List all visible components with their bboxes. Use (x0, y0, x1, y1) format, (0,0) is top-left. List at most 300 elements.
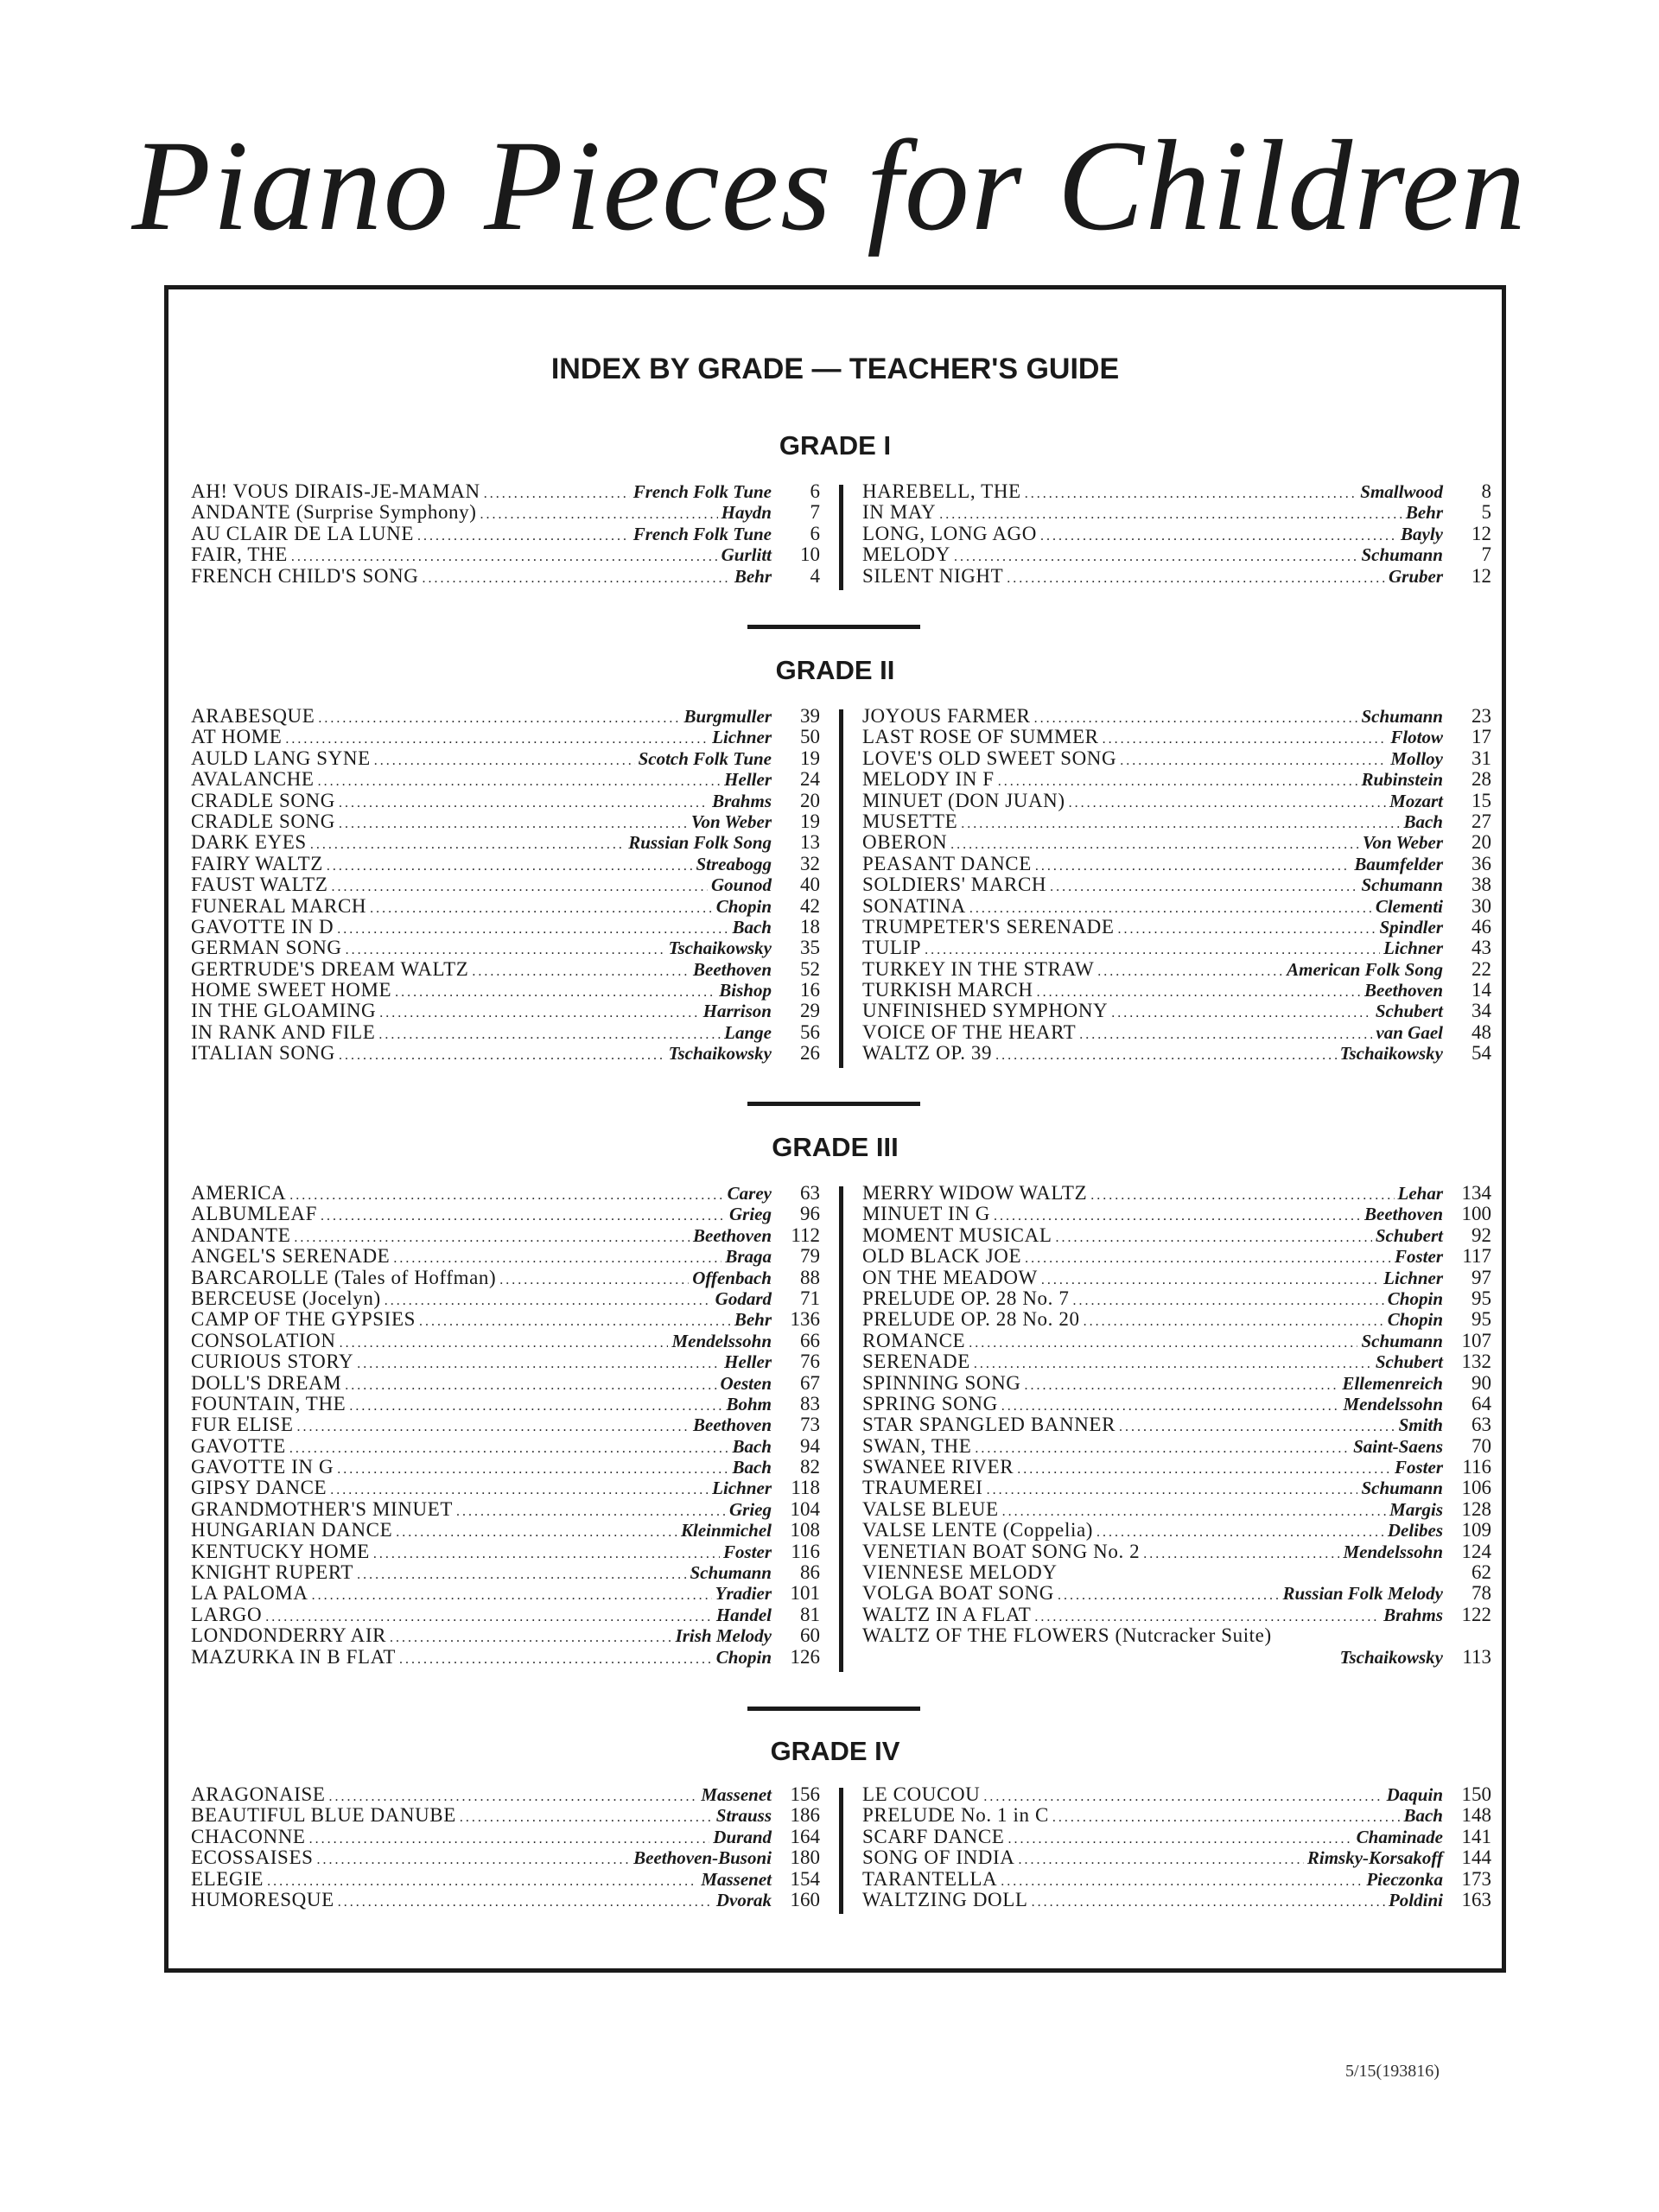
dot-leader (327, 856, 693, 877)
entry-page: 50 (800, 726, 820, 748)
entry-page: 90 (1471, 1371, 1491, 1394)
dot-leader (318, 709, 680, 729)
entry-page: 128 (1461, 1497, 1491, 1520)
entry-composer: Bach (732, 1457, 772, 1478)
entry-page: 63 (1471, 1414, 1491, 1436)
entry-composer: Behr (734, 1309, 772, 1331)
dot-leader (1069, 793, 1386, 814)
entry-page: 150 (1461, 1783, 1491, 1805)
entry-composer: Bach (1403, 810, 1443, 832)
entry-title: HOME SWEET HOME (191, 979, 392, 1001)
index-entry (191, 1309, 820, 1330)
index-entry (191, 1869, 820, 1890)
entry-title: MERRY WIDOW WALTZ (862, 1182, 1088, 1204)
dot-leader (460, 1808, 713, 1828)
entry-title: FAUST WALTZ (191, 874, 328, 896)
entry-title: MAZURKA IN B FLAT (191, 1645, 397, 1668)
entry-title: WALTZ OP. 39 (862, 1042, 993, 1065)
entry-title: AH! VOUS DIRAIS-JE-MAMAN (191, 480, 480, 502)
entry-title: CAMP OF THE GYPSIES (191, 1308, 416, 1331)
entry-title: SONATINA (862, 894, 966, 917)
index-heading: INDEX BY GRADE — TEACHER'S GUIDE (550, 353, 1120, 385)
entry-title: LONDONDERRY AIR (191, 1624, 387, 1647)
entry-title: MOMENT MUSICAL (862, 1224, 1052, 1246)
entry-composer: Grieg (729, 1498, 772, 1520)
index-entry (191, 706, 820, 727)
entry-title: GAVOTTE (191, 1434, 286, 1457)
grade-2-left-column (191, 706, 820, 1065)
entry-title: MUSETTE (862, 810, 958, 832)
index-entry (191, 1520, 820, 1541)
entry-composer: Von Weber (690, 810, 772, 832)
index-entry (191, 1457, 820, 1478)
entry-title: BARCAROLLE (Tales of Hoffman) (191, 1266, 497, 1288)
entry-page: 29 (800, 1000, 820, 1022)
index-entry (191, 1331, 820, 1351)
entry-page: 116 (1462, 1456, 1491, 1478)
entry-composer: Beethoven (1364, 980, 1443, 1001)
entry-title: GERTRUDE'S DREAM WALTZ (191, 957, 469, 980)
index-entry (191, 1268, 820, 1288)
entry-page: 6 (810, 522, 820, 544)
entry-composer: Beethoven (1364, 1204, 1443, 1225)
entry-page: 31 (1471, 747, 1491, 769)
index-entry (191, 1246, 820, 1267)
entry-page: 122 (1461, 1603, 1491, 1625)
index-entry (191, 1805, 820, 1826)
index-entry (191, 1478, 820, 1498)
dot-leader (331, 877, 707, 898)
entry-title: FRENCH CHILD'S SONG (191, 564, 419, 587)
entry-composer: Ellemenreich (1342, 1372, 1443, 1394)
index-entry (191, 524, 820, 544)
grade-3-left-column (191, 1183, 820, 1668)
index-entry (862, 1847, 1491, 1868)
dot-leader (312, 1586, 712, 1606)
entry-title: AU CLAIR DE LA LUNE (191, 522, 414, 544)
entry-composer: Schubert (1375, 1351, 1443, 1373)
index-entry (191, 481, 820, 502)
entry-page: 94 (800, 1434, 820, 1457)
entry-composer: Mozart (1389, 790, 1443, 811)
entry-composer: Heller (724, 769, 772, 791)
index-entry (191, 769, 820, 790)
entry-title: VOLGA BOAT SONG (862, 1582, 1054, 1605)
entry-title: ITALIAN SONG (191, 1042, 335, 1065)
entry-composer: Massenet (701, 1784, 772, 1805)
entry-composer: Beethoven (693, 1414, 772, 1436)
entry-page: 6 (810, 480, 820, 502)
dot-leader (1025, 484, 1357, 505)
index-entry (862, 1562, 1491, 1583)
entry-page: 12 (1471, 522, 1491, 544)
entry-title: PRELUDE OP. 28 No. 7 (862, 1287, 1070, 1309)
entry-composer: Bach (732, 916, 772, 938)
entry-composer: Irish Melody (675, 1625, 772, 1647)
section-rule (747, 1102, 920, 1106)
index-entry (191, 896, 820, 917)
entry-page: 97 (1471, 1266, 1491, 1288)
entry-composer: van Gael (1376, 1021, 1443, 1043)
entry-page: 43 (1471, 937, 1491, 959)
entry-composer: Behr (734, 565, 772, 587)
entry-page: 27 (1471, 810, 1491, 832)
index-entry (191, 1890, 820, 1910)
index-entry (862, 874, 1491, 895)
entry-title: DARK EYES (191, 831, 307, 854)
entry-title: LA PALOMA (191, 1582, 308, 1605)
entry-composer: Bohm (726, 1393, 772, 1414)
entry-composer: Lange (724, 1021, 772, 1043)
entry-title: AT HOME (191, 726, 283, 748)
entry-page: 95 (1471, 1308, 1491, 1331)
entry-page: 112 (791, 1224, 820, 1246)
grade-4-left-column (191, 1784, 820, 1910)
entry-composer: Daquin (1386, 1784, 1443, 1805)
entry-title: VIENNESE MELODY (862, 1561, 1058, 1584)
index-entry (862, 1394, 1491, 1414)
index-entry (191, 791, 820, 811)
dot-leader (1120, 751, 1387, 772)
index-entry (862, 1457, 1491, 1478)
entry-title: GAVOTTE IN D (191, 915, 334, 938)
entry-title: ALBUMLEAF (191, 1203, 317, 1225)
entry-composer: Baumfelder (1354, 853, 1443, 874)
entry-composer: Lichner (712, 727, 772, 748)
entry-composer: Godard (715, 1287, 772, 1309)
index-entry (862, 1001, 1491, 1021)
entry-composer: Lichner (1383, 1267, 1443, 1288)
index-entry (862, 1309, 1491, 1330)
index-entry (191, 1414, 820, 1435)
index-entry (862, 1351, 1491, 1372)
entry-page: 36 (1471, 852, 1491, 874)
entry-page: 92 (1471, 1224, 1491, 1246)
entry-composer: Schubert (1375, 1224, 1443, 1246)
entry-composer: Von Weber (1362, 832, 1443, 854)
entry-page: 26 (800, 1042, 820, 1065)
entry-title: AULD LANG SYNE (191, 747, 371, 769)
entry-composer: Tschaikowsky (1339, 1043, 1443, 1065)
entry-page: 132 (1461, 1351, 1491, 1373)
dot-leader (289, 1185, 723, 1206)
entry-composer: Bishop (719, 980, 772, 1001)
dot-leader (349, 1396, 722, 1417)
entry-title: LAST ROSE OF SUMMER (862, 726, 1099, 748)
index-entry (862, 1246, 1491, 1267)
dot-leader (289, 1439, 729, 1459)
dot-leader (975, 1439, 1350, 1459)
entry-composer: Smith (1398, 1414, 1443, 1436)
index-entry (191, 1827, 820, 1847)
index-entry (862, 1331, 1491, 1351)
index-entry (191, 874, 820, 895)
index-entry (862, 1288, 1491, 1309)
entry-title: CHACONNE (191, 1825, 306, 1847)
entry-title: ANGEL'S SERENADE (191, 1245, 391, 1268)
entry-page: 154 (790, 1867, 820, 1890)
entry-title: ARAGONAISE (191, 1783, 326, 1805)
entry-title: FUR ELISE (191, 1414, 294, 1436)
index-entry (191, 1625, 820, 1646)
entry-page: 148 (1461, 1804, 1491, 1827)
dot-leader (1001, 1872, 1363, 1892)
entry-page: 35 (800, 937, 820, 959)
index-entry (862, 524, 1491, 544)
dot-leader (987, 1480, 1358, 1501)
entry-composer: Chopin (715, 1646, 772, 1668)
dot-leader (321, 1206, 726, 1227)
entry-title: SPRING SONG (862, 1392, 998, 1414)
entry-title: ROMANCE (862, 1329, 966, 1351)
entry-title: TRUMPETER'S SERENADE (862, 915, 1115, 938)
entry-title: FOUNTAIN, THE (191, 1392, 346, 1414)
entry-title: VENETIAN BOAT SONG No. 2 (862, 1540, 1141, 1562)
index-entry (191, 727, 820, 747)
index-entry (862, 1827, 1491, 1847)
dot-leader (1079, 1025, 1372, 1046)
entry-page: 160 (790, 1888, 820, 1910)
entry-page: 116 (791, 1540, 820, 1562)
entry-title: ECOSSAISES (191, 1847, 314, 1869)
dot-leader (357, 1565, 686, 1586)
entry-page: 117 (1462, 1245, 1491, 1268)
index-entry (862, 1436, 1491, 1457)
dot-leader (385, 1291, 712, 1312)
entry-title: SPINNING SONG (862, 1371, 1021, 1394)
entry-title: GERMAN SONG (191, 937, 342, 959)
index-entry (862, 1022, 1491, 1043)
index-entry (191, 854, 820, 874)
index-box (164, 285, 1506, 1973)
entry-page: 144 (1461, 1847, 1491, 1869)
section-rule (747, 1707, 920, 1711)
entry-page: 82 (800, 1456, 820, 1478)
index-entry (191, 1394, 820, 1414)
column-divider (839, 1788, 843, 1914)
entry-title: IN THE GLOAMING (191, 1000, 377, 1022)
index-entry (191, 566, 820, 587)
index-entry (191, 1225, 820, 1246)
dot-leader (1017, 1459, 1391, 1480)
entry-page: 88 (800, 1266, 820, 1288)
dot-leader (1143, 1544, 1339, 1565)
dot-leader (1018, 1850, 1303, 1871)
index-entry (191, 811, 820, 832)
entry-page: 28 (1471, 768, 1491, 791)
entry-composer: Rimsky-Korsakoff (1306, 1847, 1443, 1869)
entry-page: 81 (800, 1603, 820, 1625)
index-entry (191, 1499, 820, 1520)
index-entry (862, 959, 1491, 980)
dot-leader (379, 1003, 699, 1024)
index-entry (862, 1605, 1491, 1625)
index-entry (191, 544, 820, 565)
index-entry (191, 1583, 820, 1604)
entry-title: KENTUCKY HOME (191, 1540, 370, 1562)
index-entry (862, 791, 1491, 811)
entry-composer: Foster (1394, 1246, 1443, 1268)
index-entry (191, 748, 820, 769)
dot-leader (338, 1892, 713, 1913)
section-rule (747, 625, 920, 629)
entry-page: 63 (800, 1182, 820, 1204)
dot-leader (297, 1417, 690, 1438)
entry-title: ON THE MEADOW (862, 1266, 1038, 1288)
index-entry (191, 1647, 820, 1668)
entry-page: 78 (1471, 1582, 1491, 1605)
dot-leader (390, 1628, 672, 1649)
entry-composer: Beethoven (693, 958, 772, 980)
entry-page: 118 (791, 1477, 820, 1499)
index-entry (191, 1351, 820, 1372)
entry-title: HAREBELL, THE (862, 480, 1021, 502)
entry-title: TARANTELLA (862, 1867, 998, 1890)
entry-composer: Schubert (1375, 1001, 1443, 1022)
dot-leader (1058, 1586, 1279, 1606)
entry-composer: Harrison (702, 1001, 772, 1022)
dot-leader (318, 772, 721, 792)
entry-title: CRADLE SONG (191, 810, 335, 832)
entry-title: AMERICA (191, 1182, 287, 1204)
entry-composer: Bayly (1401, 523, 1443, 544)
entry-composer: Bach (1403, 1805, 1443, 1827)
entry-page: 7 (1481, 543, 1491, 566)
entry-page: 163 (1461, 1888, 1491, 1910)
entry-page: 15 (1471, 789, 1491, 811)
entry-composer: Beethoven (693, 1224, 772, 1246)
entry-page: 101 (790, 1582, 820, 1605)
entry-composer: Schumann (1361, 1478, 1443, 1499)
entry-page: 113 (1462, 1645, 1491, 1668)
entry-page: 126 (790, 1645, 820, 1668)
entry-page: 71 (800, 1287, 820, 1309)
column-divider (839, 709, 843, 1068)
page-title: Piano Pieces for Children (131, 114, 1528, 257)
dot-leader (472, 962, 690, 982)
dot-leader (339, 793, 709, 814)
entry-title: CRADLE SONG (191, 789, 335, 811)
entry-title: DOLL'S DREAM (191, 1371, 342, 1394)
entry-title: VALSE BLEUE (862, 1497, 999, 1520)
entry-title: SILENT NIGHT (862, 564, 1004, 587)
index-entry (862, 1890, 1491, 1910)
entry-title: GAVOTTE IN G (191, 1456, 334, 1478)
index-entry (862, 706, 1491, 727)
entry-title: IN RANK AND FILE (191, 1020, 376, 1043)
entry-composer: Brahms (712, 790, 772, 811)
entry-title: OBERON (862, 831, 948, 854)
entry-title: AVALANCHE (191, 768, 315, 791)
entry-composer: Chopin (1387, 1309, 1443, 1331)
entry-page: 83 (800, 1392, 820, 1414)
index-entry (191, 938, 820, 958)
index-entry (191, 1204, 820, 1224)
dot-leader (399, 1649, 713, 1670)
entry-page: 56 (800, 1020, 820, 1043)
entry-page: 106 (1461, 1477, 1491, 1499)
entry-title: SWAN, THE (862, 1434, 972, 1457)
grade-1-left-column (191, 481, 820, 587)
entry-page: 64 (1471, 1392, 1491, 1414)
entry-composer: Offenbach (692, 1267, 772, 1288)
index-entry (191, 1288, 820, 1309)
entry-composer: Chaminade (1356, 1826, 1443, 1847)
entry-page: 156 (790, 1783, 820, 1805)
entry-composer: Streabogg (696, 853, 772, 874)
entry-title: JOYOUS FARMER (862, 705, 1031, 727)
entry-composer: Schumann (1361, 544, 1443, 566)
entry-composer: Russian Folk Song (628, 832, 772, 854)
entry-title: TRAUMEREI (862, 1477, 983, 1499)
entry-page: 164 (790, 1825, 820, 1847)
entry-page: 100 (1461, 1203, 1491, 1225)
entry-composer: Chopin (715, 895, 772, 917)
index-entry (191, 1847, 820, 1868)
entry-title: HUNGARIAN DANCE (191, 1519, 393, 1541)
dot-leader (969, 1333, 1357, 1354)
entry-page: 66 (800, 1329, 820, 1351)
index-entry (862, 1541, 1491, 1562)
entry-composer: Saint-Saens (1353, 1435, 1443, 1457)
entry-title: GIPSY DANCE (191, 1477, 327, 1499)
dot-leader (1084, 1312, 1384, 1332)
dot-leader (1025, 1376, 1339, 1396)
entry-page: 17 (1471, 726, 1491, 748)
index-entry (862, 481, 1491, 502)
entry-title: SOLDIERS' MARCH (862, 874, 1047, 896)
entry-composer: Lehar (1397, 1183, 1443, 1204)
index-entry (191, 917, 820, 938)
entry-composer: Dvorak (715, 1889, 772, 1910)
dot-leader (395, 982, 715, 1003)
entry-page: 186 (790, 1804, 820, 1827)
entry-title: SCARF DANCE (862, 1825, 1005, 1847)
entry-composer: Gruber (1388, 565, 1443, 587)
entry-composer: Kleinmichel (681, 1520, 772, 1541)
entry-title: SONG OF INDIA (862, 1847, 1015, 1869)
dot-leader (337, 1459, 728, 1480)
entry-page: 19 (800, 810, 820, 832)
index-entry (862, 811, 1491, 832)
index-entry (862, 1204, 1491, 1224)
index-entry (862, 854, 1491, 874)
entry-page: 19 (800, 747, 820, 769)
dot-leader (1118, 919, 1376, 940)
index-entry (191, 502, 820, 523)
entry-title: WALTZ IN A FLAT (862, 1603, 1032, 1625)
column-divider (839, 485, 843, 590)
index-entry (191, 832, 820, 853)
grade-heading: GRADE III (772, 1132, 899, 1162)
dot-leader (374, 751, 635, 772)
entry-title: VOICE OF THE HEART (862, 1020, 1077, 1043)
entry-page: 24 (800, 768, 820, 791)
grade-2-right-column (862, 706, 1491, 1065)
entry-page: 180 (790, 1847, 820, 1869)
entry-page: 141 (1461, 1825, 1491, 1847)
entry-title: LARGO (191, 1603, 263, 1625)
entry-page: 42 (800, 894, 820, 917)
dot-leader (340, 1333, 669, 1354)
column-divider (839, 1186, 843, 1672)
dot-leader (1025, 1249, 1391, 1269)
entry-title: MINUET IN G (862, 1203, 990, 1225)
dot-leader (1032, 1892, 1385, 1913)
entry-page: 108 (790, 1519, 820, 1541)
entry-title: TURKEY IN THE STRAW (862, 957, 1095, 980)
entry-composer: Rubinstein (1361, 769, 1443, 791)
